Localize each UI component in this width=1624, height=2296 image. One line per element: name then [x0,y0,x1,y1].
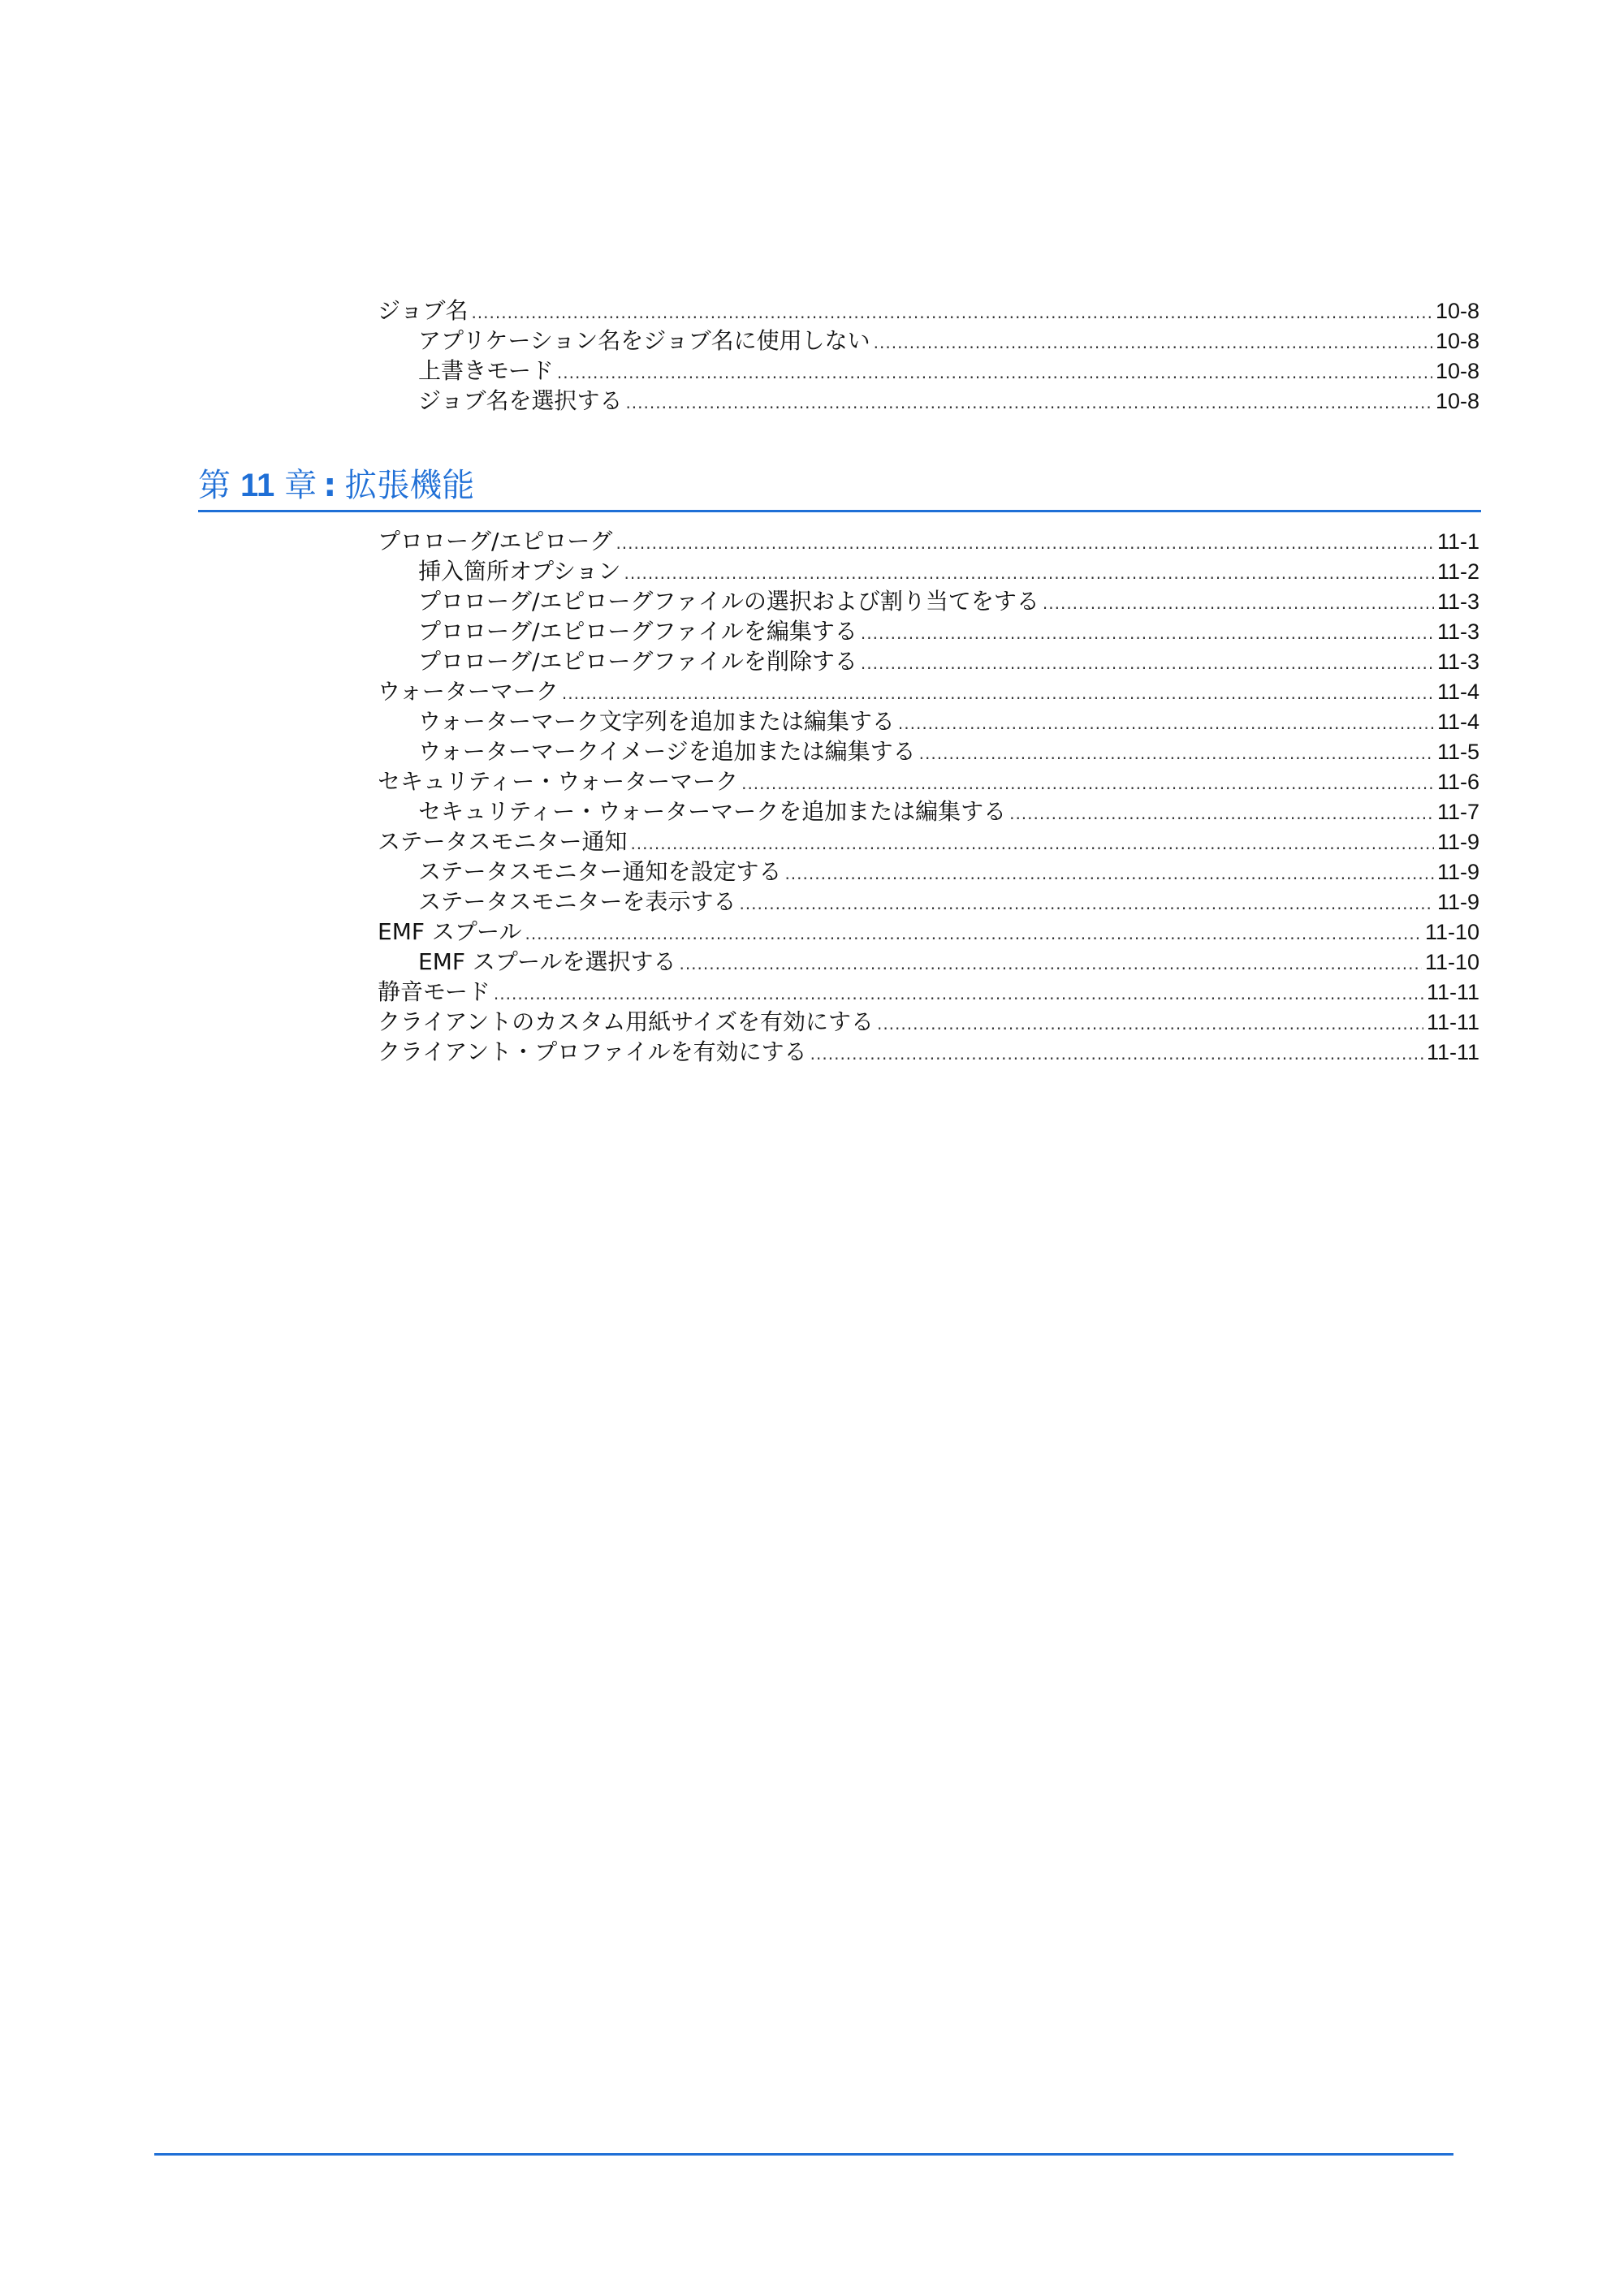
toc-section-chapter11 [378,526,1479,1067]
chapter-number: 11 [240,468,275,503]
toc-page-number: 11-9 [1436,890,1479,914]
toc-entry-title: ステータスモニター通知 [378,828,628,855]
toc-page-number: 10-8 [1435,359,1479,383]
toc-subentry[interactable] [378,857,1479,887]
toc-page-number: 11-3 [1436,650,1479,674]
dot-leader [630,829,1434,859]
toc-entry-title: EMF スプールを選択する [418,948,676,975]
dot-leader [679,949,1421,979]
toc-entry-title: ステータスモニター通知を設定する [418,858,782,885]
dot-leader [1043,589,1434,619]
toc-page-number: 11-2 [1436,559,1479,584]
toc-subentry[interactable] [378,796,1479,826]
dot-leader [625,388,1432,418]
toc-entry-title: プロローグ/エピローグファイルを編集する [418,618,857,645]
toc-entry-title: 静音モード [378,978,490,1005]
dot-leader [624,559,1433,589]
toc-entry-title: 挿入箇所オプション [418,558,621,585]
dot-leader [615,529,1434,559]
toc-subentry[interactable] [378,556,1479,586]
toc-entry[interactable] [378,766,1479,796]
chapter-title: 拡張機能 [344,467,475,504]
dot-leader [784,859,1434,889]
toc-subentry[interactable] [378,646,1479,676]
toc-page-number: 11-11 [1426,1040,1479,1064]
toc-subentry[interactable] [378,586,1479,616]
toc-page-number: 11-5 [1436,740,1479,764]
footer-rule [154,2153,1453,2156]
toc-entry-title: 上書きモード [418,357,554,384]
toc-entry-title: ウォーターマークイメージを追加または編集する [418,738,916,765]
toc-entry-title: ステータスモニターを表示する [418,888,736,915]
toc-page-number: 11-4 [1436,680,1479,704]
chapter-heading [198,461,1481,512]
toc-subentry[interactable] [378,887,1479,917]
dot-leader [898,709,1434,739]
toc-page-number: 10-8 [1435,389,1479,413]
toc-entry[interactable] [378,296,1479,326]
toc-page-number: 11-11 [1426,1010,1479,1034]
toc-page-number: 11-3 [1436,589,1479,614]
dot-leader [874,328,1432,358]
toc-page-number: 11-10 [1424,920,1479,944]
dot-leader [919,739,1434,769]
toc-entry[interactable] [378,1037,1479,1067]
toc-subentry[interactable] [378,356,1479,386]
dot-leader [861,649,1434,679]
toc-entry[interactable] [378,826,1479,857]
toc-page-number: 11-11 [1426,980,1479,1004]
dot-leader [525,919,1421,949]
toc-page-number: 11-7 [1436,800,1479,824]
toc-entry-title: ジョブ名 [378,297,469,324]
toc-subentry[interactable] [378,616,1479,646]
toc-entry-title: ジョブ名を選択する [418,387,623,414]
toc-entry-title: クライアント・プロファイルを有効にする [378,1038,807,1065]
chapter-suffix: 章 [284,467,317,504]
toc-entry[interactable] [378,917,1479,947]
toc-entry-title: ウォーターマーク文字列を追加または編集する [418,708,895,735]
toc-page-number: 11-9 [1436,830,1479,854]
chapter-colon: : [323,467,337,504]
toc-page-number: 11-9 [1436,860,1479,884]
toc-page-number: 11-6 [1436,770,1479,794]
dot-leader [861,619,1434,649]
toc-page-number: 10-8 [1435,299,1479,323]
dot-leader [741,769,1434,799]
dot-leader [739,889,1434,919]
dot-leader [562,679,1434,709]
toc-entry-title: セキュリティー・ウォーターマークを追加または編集する [418,798,1007,825]
chapter-prefix: 第 [198,467,231,504]
toc-entry-title: アプリケーション名をジョブ名に使用しない [418,327,870,354]
toc-section-chapter10-tail [378,296,1479,416]
dot-leader [1009,799,1434,829]
toc-entry[interactable] [378,676,1479,706]
toc-entry[interactable] [378,1007,1479,1037]
toc-entry-title: プロローグ/エピローグファイルを削除する [418,648,857,675]
toc-page-number: 11-10 [1424,950,1479,974]
dot-leader [557,358,1432,388]
toc-entry[interactable] [378,977,1479,1007]
toc-page-number: 10-8 [1435,329,1479,353]
toc-entry-title: プロローグ/エピローグファイルの選択および割り当てをする [418,588,1039,615]
toc-subentry[interactable] [378,947,1479,977]
toc-page-number: 11-4 [1436,710,1479,734]
toc-entry-title: プロローグ/エピローグ [378,528,613,555]
toc-page-number: 11-1 [1436,529,1479,554]
toc-entry[interactable] [378,526,1479,556]
toc-subentry[interactable] [378,706,1479,736]
toc-subentry[interactable] [378,386,1479,416]
toc-entry-title: セキュリティー・ウォーターマーク [378,768,739,795]
toc-subentry[interactable] [378,326,1479,356]
toc-entry-title: クライアントのカスタム用紙サイズを有効にする [378,1008,874,1035]
dot-leader [877,1009,1423,1039]
dot-leader [494,979,1423,1009]
toc-page-number: 11-3 [1436,619,1479,644]
toc-entry-title: EMF スプール [378,918,522,945]
dot-leader [471,298,1432,328]
dot-leader [810,1039,1423,1069]
toc-entry-title: ウォーターマーク [378,678,559,705]
toc-subentry[interactable] [378,736,1479,766]
